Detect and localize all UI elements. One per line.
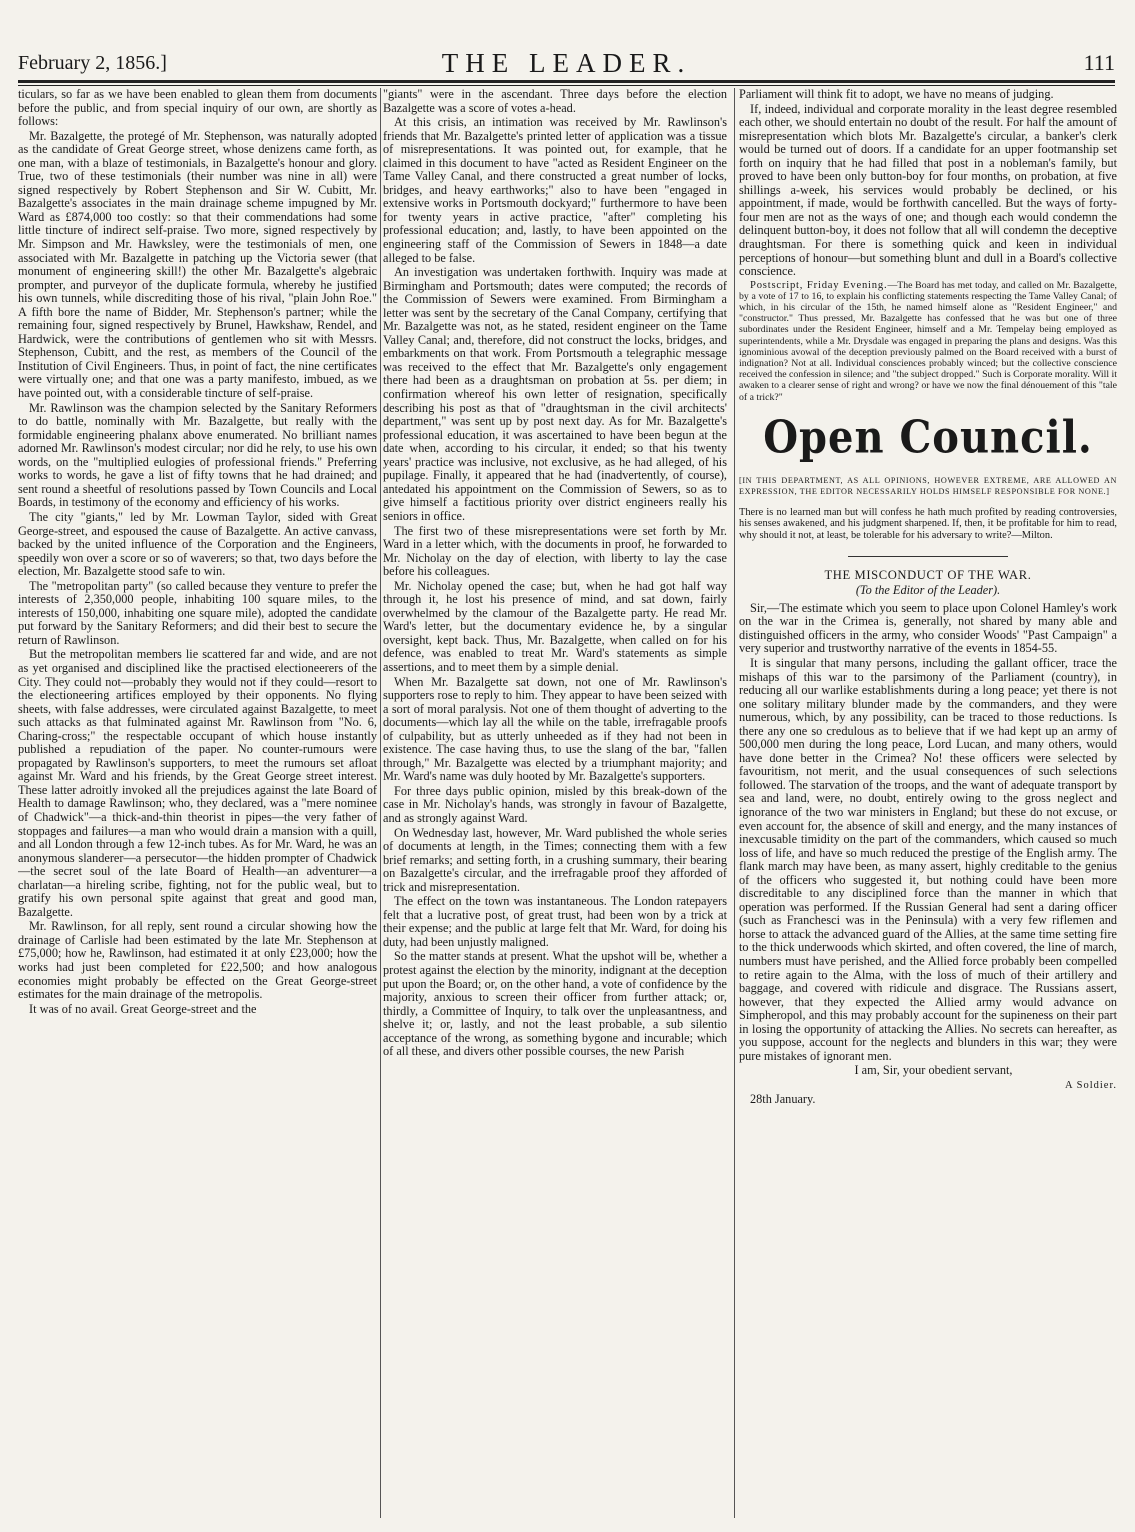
- paragraph: Mr. Bazalgette, the protegé of Mr. Stephenson, was naturally adopted as the candidate of Great George street, whose denizens came forth, as one man, with a blaze of testimonials, in Bazalgette's honour and glory. True, two of these testimonials (their number was nine in all) were signed respectively by Robert Stephenson and Sir W. Cubitt, Mr. Bazalgette's associates in the main drainage scheme impugned by Mr. Ward as £874,000 too costly: so that their commendations had some little tincture of indirect self-praise. Two more, signed respectively by Mr. Simpson and Mr. Hawksley, were the testimonials of men, one associated with Mr. Bazalgette in patching up the Victoria sewer (that monument of engineering skill!) the other Mr. Bazalgette's algebraic prompter, and purveyor of the duplicate formula, whereby he justified his own tunnels, while discrediting those of his rival, "plain John Roe." A fifth bore the name of Bidder, Mr. Stephenson's partner; while the remaining four, signed respectively by Brunel, Hawkshaw, Rendel, and Hardwick, were the contributions of gentlemen who sit with Messrs. Stephenson, Cubitt, and the rest, as members of the Council of the Institution of Civil Engineers. Thus, in point of fact, the nine certificates were virtually one; and that one was a party manifesto, imbued, as we have pointed out, with a considerable tincture of self-praise.: [18, 128, 377, 401]
- paragraph: Mr. Rawlinson, for all reply, sent round a circular showing how the drainage of Carlisle had been estimated by the late Mr. Stephenson at £75,000; how he, Rawlinson, had estimated it at only £23,000; how the works had just been completed for £22,500; and how analogous economies might probably be effected on the Great George-street estimates for the main drainage of the metropolis.: [18, 919, 377, 1002]
- paragraph: The "metropolitan party" (so called because they venture to prefer the interests of 2,350,000 people, inhabiting 100 square miles, to the interests of 150,000, inhabiting one square mile), adopted the candidate put forward by the Sanitary Reformers; and did their best to secure the return of Rawlinson.: [18, 578, 377, 647]
- paragraph: ticulars, so far as we have been enabled to glean them from documents before the public, and from special inquiry of our own, are shortly as follows:: [18, 88, 377, 129]
- column-divider-1: [380, 88, 381, 1518]
- editorial-note: [IN THIS DEPARTMENT, AS ALL OPINIONS, HOWEVER EXTREME, ARE ALLOWED AN EXPRESSION, THE EDITOR NECESSARILY HOLDS HIMSELF RESPONSIBLE FOR NONE.]: [739, 475, 1117, 496]
- paragraph: But the metropolitan members lie scattered far and wide, and are not as yet organised and disciplined like the practised electioneerers of the City. They could not—probably they would not if they could—resort to the electioneering artifices employed by their opponents. No flying sheets, with false addresses, were circulated against Bazalgette, to meet such attacks as that fulminated against Mr. Rawlinson from "No. 6, Charing-cross;" the respectable occupant of which house instantly published a repudiation of the paper. No counter-rumours were propagated by Rawlinson's supporters, to meet the rumours set afloat against Mr. Ward and his friends, by the Great George street interest. These latter adroitly invoked all the prejudices against the late Board of Health to damage Rawlinson; who, they declared, was a "mere nominee of Chadwick"—a thick-and-thin theorist in pipes—the very father of stoppages and failures—a man who would drain a mansion with a quill, and all London through a few 12-inch tubes. As for Mr. Ward, he was an anonymous slanderer—a persecutor—the hidden prompter of Chadwick—the secret soul of the late Board of Health—an adventurer—a charlatan—a hireling scribe, fighting, not for the public weal, but to gratify his own personal spite against that great and good man, Bazalgette.: [18, 647, 377, 919]
- paragraph: If, indeed, individual and corporate morality in the least degree resembled each other, we should entertain no doubt of the result. For half the amount of misrepresentation which blots Mr. Bazalgette's circular, a banker's clerk would be turned out of doors. If a candidate for an upper footmanship set forth on inquiry that he had filled that post in a nobleman's family, but proved to have been only button-boy for four months, on probation, at five shillings a-week, his services would probably be declined, or his appointment, if made, would be forthwith cancelled. But the ways of forty-four men are not as the ways of one; and though each would condemn the delinquent button-boy, it does not follow that all will condemn the deceptive draughtsman. For there is something quick and keen in individual perceptions of honour—but something blunt and dull in a Board's collective conscience.: [739, 101, 1117, 279]
- paragraph: The effect on the town was instantaneous. The London ratepayers felt that a lucrative post, of great trust, had been won by a trick at their expense; and the public at large felt that Mr. Ward, for doing his duty, had been unjustly maligned.: [383, 894, 727, 949]
- letter-dateline: 28th January.: [750, 1092, 816, 1107]
- paragraph: The first two of these misrepresentations were set forth by Mr. Ward in a letter which, with the documents in proof, he forwarded to Mr. Nicholay on the day of election, with liberty to lay the case before his colleagues.: [383, 523, 727, 579]
- paragraph: It was of no avail. Great George-street and the: [29, 1001, 257, 1016]
- page-header: [18, 44, 1115, 82]
- column-3: [739, 88, 1117, 1516]
- paragraph: The city "giants," led by Mr. Lowman Taylor, sided with Great George-street, and espoused the cause of Bazalgette. An active canvass, backed by the united influence of the Corporation and the Engineers, speedily won over a score or so of waverers; so that, two days before the election, Mr. Bazalgette stood safe to win.: [18, 509, 377, 579]
- epigraph-quote: There is no learned man but will confess he hath much profited by reading controversies, his senses awakened, and his judgment sharpened. If, then, it be profitable for him to read, why should it not, at least, be tolerable for his adversary to write?—Milton.: [739, 506, 1117, 542]
- postscript: [739, 280, 1117, 403]
- issue-date: February 2, 1856.]: [18, 52, 167, 74]
- paragraph: So the matter stands at present. What the upshot will be, whether a protest against the election by the minority, indignant at the deception put upon the Board; or, on the other hand, a vote of confidence by the majority, anxious to screen their officer from further attack; or, thirdly, a Committee of Inquiry, to talk over the unpleasantness, and shelve it; or, lastly, and not the least probable, a sub silentio acceptance of the wrong, as something bygone and incurable; which of all these, and divers other possible courses, the new Parish: [383, 949, 727, 1059]
- paragraph: "giants" were in the ascendant. Three days before the election Bazalgette was a score of votes a-head.: [383, 88, 727, 115]
- paragraph: Sir,—The estimate which you seem to place upon Colonel Hamley's work on the war in the Crimea is, generally, not shared by many able and distinguished officers in the army, who consider Woods' "Past Campaign" a very superior and trustworthy narrative of the events in 1854-55.: [739, 600, 1117, 656]
- letter-signature: A Soldier.: [1064, 1079, 1117, 1091]
- paragraph: It is singular that many persons, including the gallant officer, trace the mishaps of this war to the parsimony of the Parliament (country), in reducing all our warlike establishments during a long peace; yet there is not one solitary military blunder made by the commanders, and they were numerous, which, by any possibility, can be traced to those reductions. Is there any one so credulous as to believe that if we had kept up an army of 500,000 men during the long peace, Lord Lucan, and many others, would have done better in the Crimea? No! these officers were selected by favouritism, not merit, and the usual consequences of such selections followed. The starvation of the troops, and the want of adequate transport by sea and land, were, no doubt, entirely owing to the gross neglect and ignorance of the two war ministers in England; but these do not excuse, or even account for, the absence of skill and energy, and the many instances of inexcusable timidity on the part of the commanders, which caused so much loss of life, and have so much reduced the prestige of the English army. The flank march may have been, as many assert, highly creditable to the genius of the officers who suggested it, but nothing could have been more discreditable to any disciplined force than the manner in which that operation was performed. If the Russian General had sent a daring officer (such as Franchesci was in the Peninsula) with a very few riflemen and horse to attack the advanced guard of the Allies, at the same time setting fire to the thick underwoods which skirted, and often covered, the line of march, numbers must have perished, and the Allied force probably been compelled to retire again to the Alma, with the loss of much of their artillery and baggage, and covered with ridicule and disgrace. The Russians assert, however, that they expected the Allied army would advance on Simpheropol, and this may probably account for the supineness on their part in losing the opportunity of attacking the Allies. No secrets can hereafter, as you suppose, account for the neglects and blunders in this war; they were pure mistakes of ignorant men.: [739, 655, 1117, 1063]
- paragraph: When Mr. Bazalgette sat down, not one of Mr. Rawlinson's supporters rose to reply to him. They appear to have been seized with a sort of moral paralysis. Not one of them thought of adverting to the documents—which lay all the while on the table, irrefragable proofs of culpability, but as utterly unheeded as if they had not been in existence. The case having thus, to use the slang of the bar, "fallen through," Mr. Bazalgette was elected by a triumphant majority; and Mr. Ward's name was duly hooted by Mr. Bazalgette's supporters.: [383, 674, 727, 784]
- letter-signoff: I am, Sir, your obedient servant,: [854, 1063, 1013, 1078]
- paragraph: Mr. Nicholay opened the case; but, when he had got half way through it, he lost his presence of mind, and sat down, fairly overwhelmed by the clamour of the Bazalgette party. He read Mr. Ward's letter, but the documentary evidence he, by a singular oversight, kept back. Thus, Mr. Bazalgette, when called on for his defence, was enabled to treat Mr. Ward's statements as simple assertions, and to meet them by a simple denial.: [383, 578, 727, 674]
- page-number: 111: [1083, 50, 1115, 75]
- paragraph: At this crisis, an intimation was received by Mr. Rawlinson's friends that Mr. Bazalgette's printed letter of application was a tissue of misrepresentations. It was pointed out, for example, that he claimed in this document to have "acted as Resident Engineer on the Tame Valley Canal, and there constructed a great number of locks, bridges, and heavy earthworks;" also to have been "engaged in extensive works in Portsmouth dockyard;" furthermore to have been for twenty years in active practice, "after" completing his professional education; and, lastly, to have been appointed on the engineering staff of the Commission of Sewers in 1848—a date alleged to be false.: [383, 115, 727, 265]
- section-title-open-council: Open Council.: [763, 411, 1093, 464]
- section-separator: [848, 556, 1008, 557]
- paragraph: On Wednesday last, however, Mr. Ward published the whole series of documents at length, in the Times; connecting them with a few brief remarks; and setting forth, in a crushing summary, their bearing on Bazalgette's circular, and the irrefragable proof they afforded of trick and misrepresentation.: [383, 825, 727, 894]
- column-1: [18, 88, 377, 1516]
- paragraph: Parliament will think fit to adopt, we have no means of judging.: [739, 88, 1054, 101]
- paragraph: For three days public opinion, misled by this break-down of the case in Mr. Nicholay's hands, was strongly in favour of Bazalgette, and as strongly against Ward.: [383, 783, 727, 825]
- postscript-label: Postscript, Friday Evening.: [750, 279, 888, 291]
- masthead-title: THE LEADER.: [441, 48, 692, 78]
- paragraph: Mr. Rawlinson was the champion selected by the Sanitary Reformers to do battle, nominally with Mr. Bazalgette, but really with the formidable engineering phalanx above enumerated. No brilliant names adorned Mr. Rawlinson's modest circular; nor did he rely, to use his own words, on the "multiplied eulogies of professional friends." Preferring works to words, he gave a list of fifty towns that he had drained; and sent round a sheetful of resolutions passed by Town Councils and Local Boards, in testimony of the economy and efficiency of his works.: [18, 400, 377, 510]
- postscript-text: —The Board has met today, and called on Mr. Bazalgette, by a vote of 17 to 16, to explain his conflicting statements respecting the Tame Valley Canal; of which, in his circular of the 15th, he named himself alone as "Resident Engineer," and "constructor." Thus pressed, Mr. Bazalgette has confessed that he was but one of three subordinates under the Resident Engineer, himself and a Mr. Tempelay being employed as superintendents, while a Mr. Drysdale was engaged in preparing the plans and designs. Was this ignominious avowal of the deception previously palmed on the Board received with a burst of indignation? Not at all. Individual consciences probably winced; but the collective conscience received the confession in silence; and "the subject dropped." Such is Corporate morality. Will it awaken to a clearer sense of right and wrong? or have we now the final dénouement of this "tale of a trick?": [739, 279, 1117, 403]
- column-2: [383, 88, 727, 1516]
- paragraph: An investigation was undertaken forthwith. Inquiry was made at Birmingham and Portsmouth; dates were computed; the records of the Commission of Sewers were examined. From Birmingham a letter was sent by the secretary of the Canal Company, certifying that Mr. Bazalgette was not, as he stated, resident engineer on the Tame Valley Canal; and, therefore, did not construct the locks, bridges, and embarkments on that work. From Portsmouth a telegraphic message was received to the effect that Mr. Bazalgette's only engagement there had been as a draughtsman on probation at 5s. per diem; in confirmation whereof his own letter of resignation, specifically describing his post as that of "draughtsman in the civil architects' department," was sent up by post next day. As for Mr. Bazalgette's professional education, it was ascertained to have been begun at the date when, according to his circular, it ended; so that his twenty years' practice was inclusive, not exclusive, as he had alleged, of his pupilage. Finally, it appeared that he had (inadvertently, of course), antedated his appointment on the Commission of Sewers, so as to give himself a factitious priority over district engineers really his seniors in office.: [383, 265, 727, 523]
- header-rule-thick: [18, 80, 1115, 83]
- header-rule-thin: [18, 85, 1115, 86]
- letter-headline: THE MISCONDUCT OF THE WAR.: [824, 567, 1032, 582]
- letter-addressee: (To the Editor of the Leader).: [855, 583, 1001, 598]
- column-divider-2: [734, 88, 735, 1518]
